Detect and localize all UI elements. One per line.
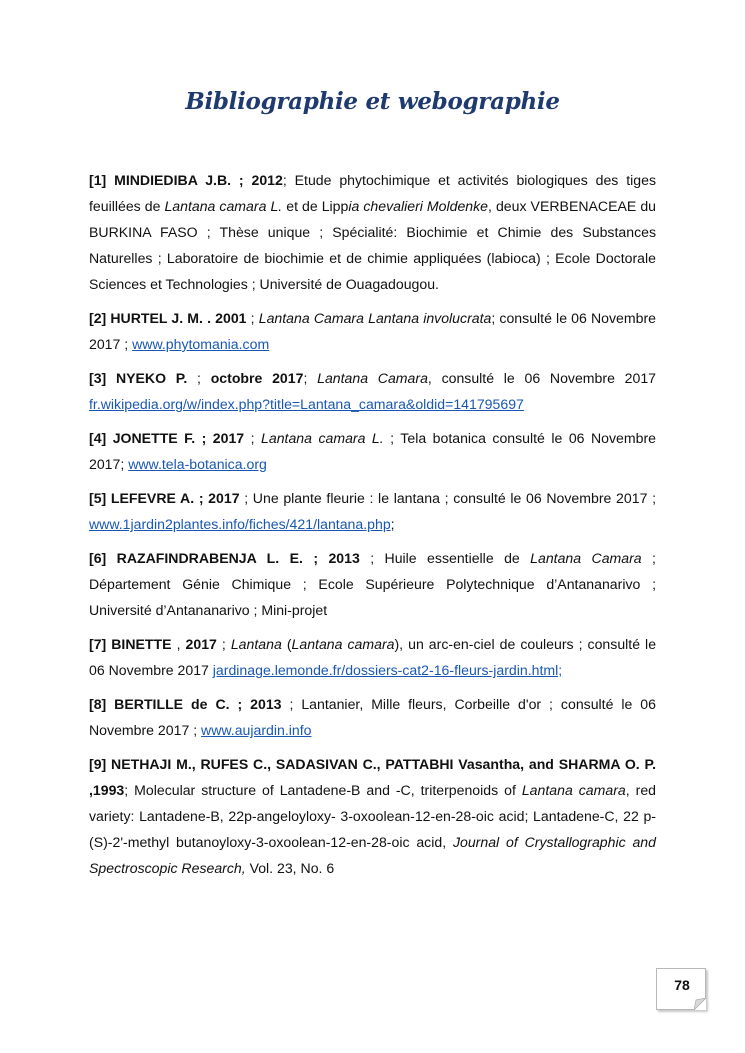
reference-text: ; Molecular structure of Lantadene-B and -C, triterpenoids of: [124, 782, 522, 798]
reference-text: ; Tela botanica consulté le 06 Novembre 2017;: [89, 430, 656, 472]
reference-text: (: [281, 636, 292, 652]
reference-italic: Lantana Camara Lantana involucrata: [258, 310, 492, 326]
reference-list: [89, 167, 656, 889]
reference-text: ; consulté le 06 Novembre 2017 ;: [89, 310, 657, 352]
reference-text: ;: [187, 370, 211, 386]
reference-author: [5] LEFEVRE A. ; 2017: [89, 490, 240, 506]
reference-text: ;: [244, 430, 262, 446]
reference-author: [4] JONETTE F. ; 2017: [89, 430, 245, 446]
reference-item-2: [89, 305, 656, 357]
reference-italic: Lantana: [230, 636, 282, 652]
reference-italic: Lantana camara L.: [261, 430, 384, 446]
reference-text: ;: [246, 310, 259, 326]
reference-item-6: [89, 545, 656, 623]
reference-item-8: [89, 691, 656, 743]
reference-author: [9] NETHAJI M., RUFES C., SADASIVAN C., PATTABHI Vasantha, and SHARMA O. P. ,1993: [89, 756, 656, 798]
reference-item-7: [89, 631, 656, 683]
reference-text: , deux VERBENACEAE du BURKINA FASO ; Thèse unique ; Spécialité: Biochimie et Chimie des Substances Naturelles ; Laboratoire de biochimie et de chimie appliquées (labioca) ; Ecole Doctorale Sciences et Technologies ; Université de Ouagadougou.: [89, 198, 657, 292]
reference-item-1: [89, 167, 656, 297]
reference-text: ;: [390, 516, 395, 532]
reference-link[interactable]: www.tela-botanica.org: [128, 456, 267, 472]
reference-text: et de Lipp: [282, 198, 349, 214]
reference-author: [1] MINDIEDIBA J.B. ; 2012: [89, 172, 283, 188]
reference-text: ), un arc-en-ciel de couleurs ; consulté le 06 Novembre 2017: [89, 636, 657, 678]
reference-italic: ia chevalieri Moldenke: [348, 198, 489, 214]
reference-text: ;: [216, 636, 231, 652]
reference-italic: Journal of Crystallographic and Spectroscopic Research,: [89, 834, 656, 876]
reference-author: [6] RAZAFINDRABENJA L. E. ; 2013: [89, 550, 360, 566]
page-number: 78: [674, 977, 690, 993]
reference-italic: Lantana camara L.: [164, 198, 283, 214]
reference-author: [2] HURTEL J. M. . 2001: [89, 310, 247, 326]
reference-text: Vol. 23, No. 6: [245, 860, 335, 876]
reference-link[interactable]: jardinage.lemonde.fr/dossiers-cat2-16-fleurs-jardin.html;: [212, 662, 563, 678]
reference-item-9: [89, 751, 656, 881]
reference-item-3: [89, 365, 656, 417]
reference-italic: Lantana Camara: [317, 370, 428, 386]
page-title: Bibliographie et webographie: [185, 88, 560, 115]
reference-text: ; Une plante fleurie : le lantana ; consulté le 06 Novembre 2017 ;: [239, 490, 656, 506]
reference-italic: Lantana camara: [291, 636, 395, 652]
reference-text: ; Etude phytochimique et activités biologiques des tiges feuillées de: [89, 172, 656, 214]
page-number-box: [656, 968, 706, 1010]
reference-text: ; Lantanier, Mille fleurs, Corbeille d'or ; consulté le 06 Novembre 2017 ;: [89, 696, 656, 738]
reference-author: [3] NYEKO P.: [89, 370, 188, 386]
reference-link[interactable]: www.1jardin2plantes.info/fiches/421/lantana.php: [89, 516, 391, 532]
reference-author: [7] BINETTE: [89, 636, 172, 652]
reference-italic: Lantana camara: [521, 782, 626, 798]
reference-text: , red variety: Lantadene-B, 22p-angeloyloxy- 3-oxoolean-12-en-28-oic acid; Lantadene-C, 22 p-(S)-2'-methyl butanoyloxy-3-oxoolean-12-en-28-oic acid,: [89, 782, 656, 850]
reference-link[interactable]: www.phytomania.com: [132, 336, 270, 352]
reference-item-5: [89, 485, 656, 537]
reference-italic: Lantana Camara: [530, 550, 642, 566]
reference-text: , consulté le 06 Novembre 2017: [427, 370, 656, 386]
reference-author: [8] BERTILLE de C. ; 2013: [89, 696, 282, 712]
reference-text: ;: [303, 370, 318, 386]
reference-text: ; Huile essentielle de: [359, 550, 531, 566]
reference-date: 2017: [185, 636, 217, 652]
reference-text: ; Département Génie Chimique ; Ecole Supérieure Polytechnique d’Antananarivo ; Université d’Antananarivo ; Mini-projet: [89, 550, 656, 618]
page-curl-icon: [694, 998, 706, 1010]
reference-link[interactable]: www.aujardin.info: [201, 722, 312, 738]
reference-link[interactable]: fr.wikipedia.org/w/index.php?title=Lantana_camara&oldid=141795697: [89, 396, 524, 412]
reference-date: octobre 2017: [210, 370, 304, 386]
reference-item-4: [89, 425, 656, 477]
reference-text: ,: [171, 636, 186, 652]
